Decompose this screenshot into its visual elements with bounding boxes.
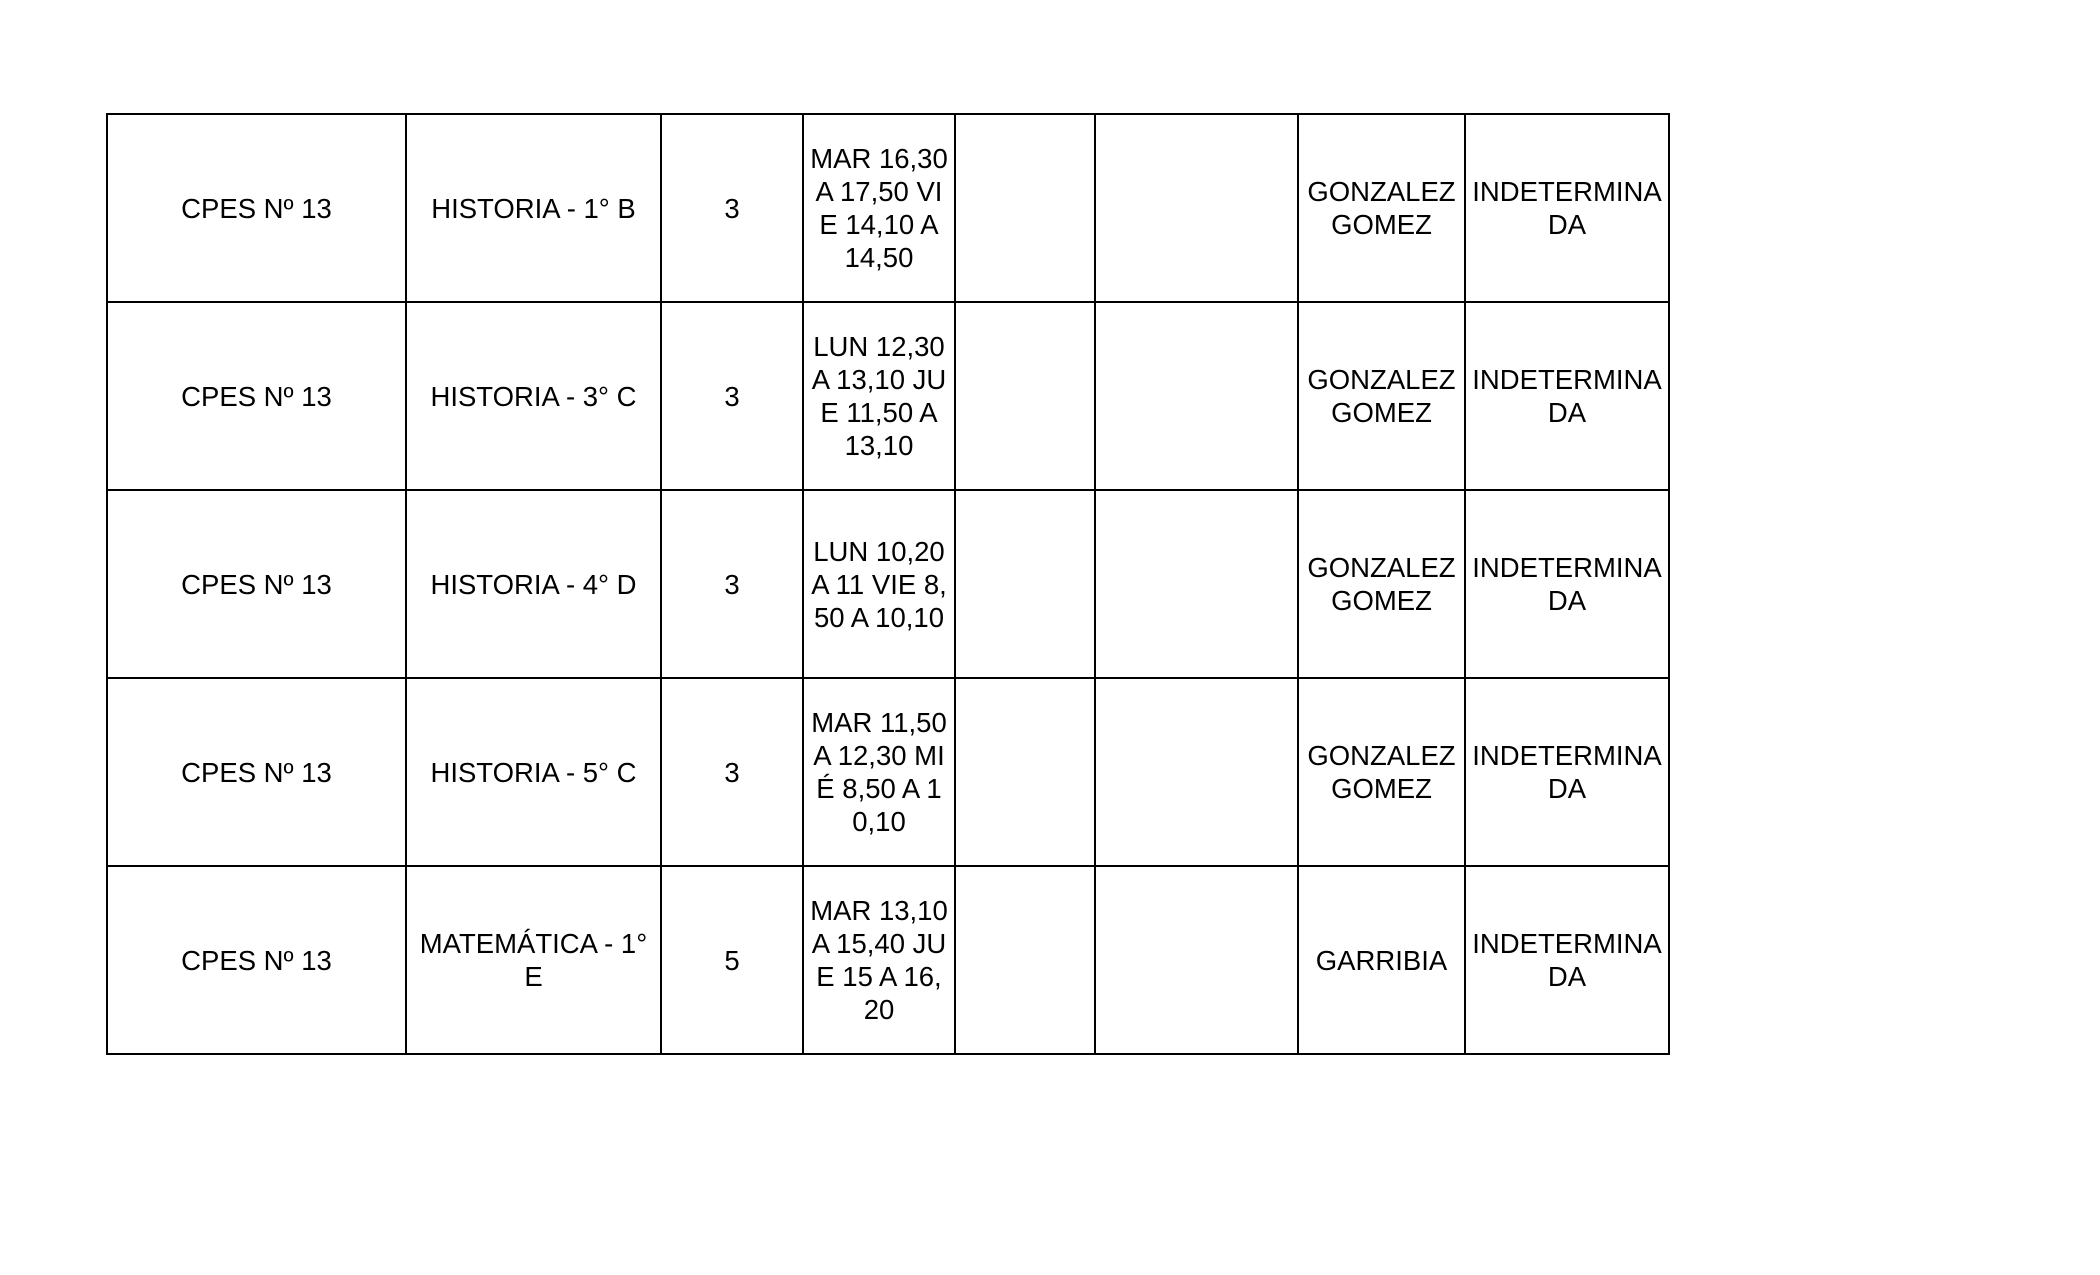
- teacher-text: GARRIBIA: [1315, 944, 1448, 976]
- teacher-cell: [1298, 678, 1465, 866]
- schedule-text: MAR 13,10 A 15,40 JUE 15 A 16,20: [810, 895, 948, 1025]
- status-cell: [1465, 114, 1669, 302]
- schedule-text: MAR 11,50 A 12,30 MIÉ 8,50 A 10,10: [811, 707, 947, 837]
- table-row: [107, 490, 1669, 678]
- empty-cell-2: [1095, 678, 1298, 866]
- empty-cell-1: [955, 866, 1095, 1054]
- table-row: [107, 114, 1669, 302]
- school-cell: [107, 490, 406, 678]
- table-row: [107, 866, 1669, 1054]
- table-row: [107, 678, 1669, 866]
- schedule-cell: [803, 302, 955, 490]
- schedule-table: [106, 113, 1670, 1055]
- schedule-text: MAR 16,30 A 17,50 VIE 14,10 A 14,50: [810, 143, 948, 273]
- school-cell: [107, 114, 406, 302]
- hours-text: 3: [724, 756, 740, 788]
- table-row: [107, 302, 1669, 490]
- empty-cell-2: [1095, 866, 1298, 1054]
- teacher-cell: [1298, 114, 1465, 302]
- status-cell: [1465, 490, 1669, 678]
- school-text: CPES Nº 13: [181, 756, 332, 788]
- hours-cell: [661, 866, 803, 1054]
- hours-text: 5: [724, 944, 740, 976]
- empty-cell-1: [955, 678, 1095, 866]
- subject-text: HISTORIA - 4° D: [430, 568, 637, 600]
- empty-cell-1: [955, 114, 1095, 302]
- teacher-cell: [1298, 302, 1465, 490]
- subject-text: HISTORIA - 3° C: [430, 380, 637, 412]
- teacher-text: GONZALEZ GOMEZ: [1307, 552, 1456, 616]
- status-text: INDETERMINADA: [1472, 928, 1662, 992]
- schedule-cell: [803, 114, 955, 302]
- teacher-text: GONZALEZ GOMEZ: [1307, 740, 1456, 804]
- subject-text: MATEMÁTICA - 1° E: [419, 928, 648, 992]
- school-text: CPES Nº 13: [181, 568, 332, 600]
- status-cell: [1465, 866, 1669, 1054]
- hours-cell: [661, 302, 803, 490]
- school-text: CPES Nº 13: [181, 192, 332, 224]
- subject-cell: [406, 490, 661, 678]
- hours-text: 3: [724, 568, 740, 600]
- empty-cell-2: [1095, 490, 1298, 678]
- teacher-text: GONZALEZ GOMEZ: [1307, 176, 1456, 240]
- school-text: CPES Nº 13: [181, 380, 332, 412]
- hours-text: 3: [724, 192, 740, 224]
- subject-text: HISTORIA - 5° C: [430, 756, 637, 788]
- hours-cell: [661, 490, 803, 678]
- school-cell: [107, 678, 406, 866]
- teacher-cell: [1298, 490, 1465, 678]
- school-cell: [107, 866, 406, 1054]
- school-cell: [107, 302, 406, 490]
- subject-cell: [406, 114, 661, 302]
- subject-cell: [406, 678, 661, 866]
- status-text: INDETERMINADA: [1472, 364, 1662, 428]
- hours-cell: [661, 114, 803, 302]
- school-text: CPES Nº 13: [181, 944, 332, 976]
- teacher-cell: [1298, 866, 1465, 1054]
- status-cell: [1465, 678, 1669, 866]
- subject-text: HISTORIA - 1° B: [431, 192, 636, 224]
- empty-cell-2: [1095, 302, 1298, 490]
- status-text: INDETERMINADA: [1472, 740, 1662, 804]
- status-cell: [1465, 302, 1669, 490]
- hours-cell: [661, 678, 803, 866]
- hours-text: 3: [724, 380, 740, 412]
- teacher-text: GONZALEZ GOMEZ: [1307, 364, 1456, 428]
- schedule-cell: [803, 866, 955, 1054]
- empty-cell-2: [1095, 114, 1298, 302]
- status-text: INDETERMINADA: [1472, 552, 1662, 616]
- status-text: INDETERMINADA: [1472, 176, 1662, 240]
- schedule-text: LUN 10,20 A 11 VIE 8,50 A 10,10: [811, 535, 947, 633]
- schedule-text: LUN 12,30 A 13,10 JUE 11,50 A 13,10: [811, 331, 947, 461]
- schedule-cell: [803, 678, 955, 866]
- subject-cell: [406, 302, 661, 490]
- schedule-cell: [803, 490, 955, 678]
- empty-cell-1: [955, 302, 1095, 490]
- subject-cell: [406, 866, 661, 1054]
- empty-cell-1: [955, 490, 1095, 678]
